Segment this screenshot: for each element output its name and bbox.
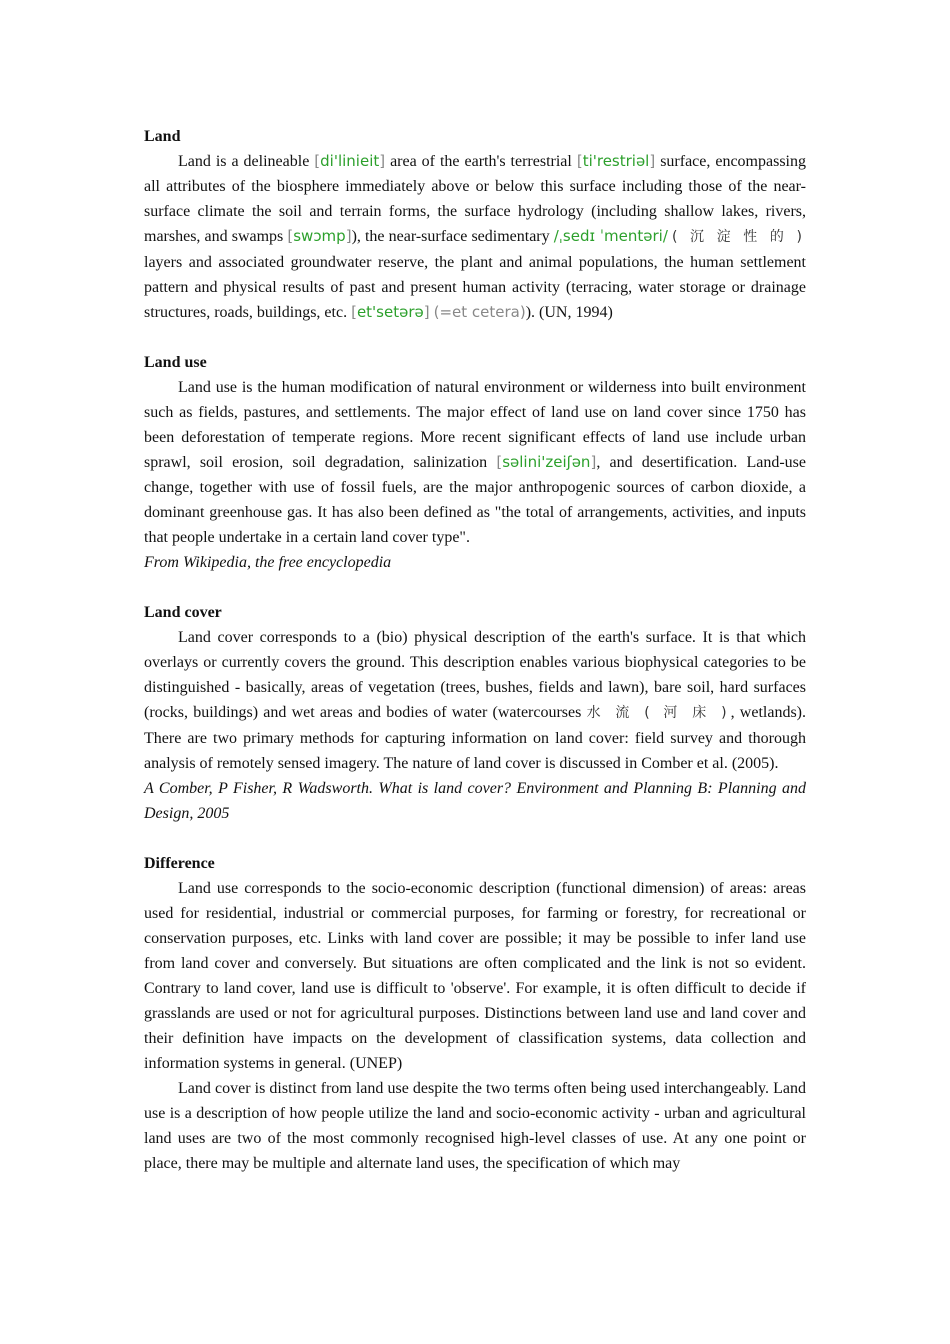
phonetic: ti'restriəl — [582, 152, 650, 170]
bracket: ] — [345, 227, 352, 245]
bracket: [ — [314, 152, 321, 170]
bracket: [ — [496, 453, 503, 471]
heading-land-cover: Land cover — [144, 604, 222, 621]
heading-land: Land — [144, 128, 181, 145]
bracket: ] — [649, 152, 656, 170]
paragraph-difference-1: Land use corresponds to the socio-economic description (functional dimension) of areas: areas used for residential, industrial or commercial purposes, for farming or forestry, for recreational or conservation purposes, etc. Links with land cover are possible; it may be possible to infer land use from land cover and conversely. But situations are often complicated and the link is not so evident. Contrary to land cover, land use is difficult to 'observe'. For example, it is often difficult to decide if grasslands are used or not for agricultural purposes. Distinctions between land use and land cover and their definition have impacts on the development of classification systems, data collection and information systems in general. (UNEP) — [144, 880, 806, 1072]
bracket: ] — [590, 453, 597, 471]
phonetic: swɔmp — [293, 227, 346, 245]
gloss: (=et cetera) — [433, 303, 526, 321]
chinese-gloss: ( 沉 淀 性 的 ) — [671, 229, 806, 245]
text: , wetlands). There are two primary methods for capturing information on land cover: field survey and thorough analysis of remotely sensed imagery. The nature of land cover is discussed in Comber et al. (2005). — [144, 704, 807, 772]
paragraph-difference-2: Land cover is distinct from land use despite the two terms often being used interchangeably. Land use is a description of how people utilize the land and socio-economic activity - urban and agricultural land uses are two of the most commonly recognised high-level classes of use. At any one point or place, there may be multiple and alternate land uses, the specification of which may — [144, 1080, 806, 1172]
paragraph-land — [144, 149, 806, 325]
phonetic: di'linieit — [320, 152, 380, 170]
text: surface, encompassing all attributes of the biosphere immediately above or below this surface including those of the near-surface climate the soil and terrain forms, the surface hydrology (including shallow lakes, rivers, marshes, and swamps — [144, 153, 806, 245]
citation-land-use: From Wikipedia, the free encyclopedia — [144, 554, 392, 571]
heading-difference: Difference — [144, 855, 215, 872]
text: ). (UN, 1994) — [525, 304, 613, 321]
paragraph-land-use — [144, 375, 806, 550]
document-page — [144, 124, 806, 1176]
text: Land cover corresponds to a (bio) physical description of the earth's surface. It is that which overlays or currently covers the ground. This description enables various biophysical categories to be distinguished - basically, areas of vegetation (trees, bushes, fields and lawn), bare soil, hard surfaces (rocks, buildings) and wet areas and bodies of water (watercourses — [144, 629, 806, 721]
text: Land is a delineable — [178, 153, 315, 170]
phonetic: /ˌsedɪ ˈmentəri/ — [553, 227, 668, 245]
bracket: [ — [287, 227, 294, 245]
bracket: ] — [423, 303, 430, 321]
heading-land-use: Land use — [144, 354, 207, 371]
text: ), the near-surface sedimentary — [351, 228, 554, 245]
citation-land-cover: A Comber, P Fisher, R Wadsworth. What is land cover? Environment and Planning B: Planning and Design, 2005 — [144, 780, 806, 822]
paragraph-land-cover — [144, 625, 806, 776]
phonetic: et'setərə — [356, 303, 424, 321]
chinese-gloss: 水 流 ( 河 床 ) — [586, 705, 731, 721]
text: layers and associated groundwater reserve, the plant and animal populations, the human settlement pattern and physical results of past and present human activity (terracing, water storage or drainage structures, roads, buildings, etc. — [144, 254, 806, 321]
bracket: [ — [351, 303, 357, 321]
phonetic: səlini'zeiʃən — [502, 453, 591, 471]
text: , and desertification. Land-use change, together with use of fossil fuels, are the major anthropogenic sources of carbon dioxide, a dominant greenhouse gas. It has also been defined as "the total of arrangements, activities, and inputs that people undertake in a certain land cover type". — [144, 454, 806, 546]
bracket: ] — [379, 152, 386, 170]
text: area of the earth's terrestrial — [385, 153, 577, 170]
text: Land use is the human modification of natural environment or wilderness into built environment such as fields, pastures, and settlements. The major effect of land use on land cover since 1750 has been deforestation of temperate regions. More recent significant effects of land use include urban sprawl, soil erosion, soil degradation, salinization — [144, 379, 806, 471]
bracket: [ — [576, 152, 583, 170]
